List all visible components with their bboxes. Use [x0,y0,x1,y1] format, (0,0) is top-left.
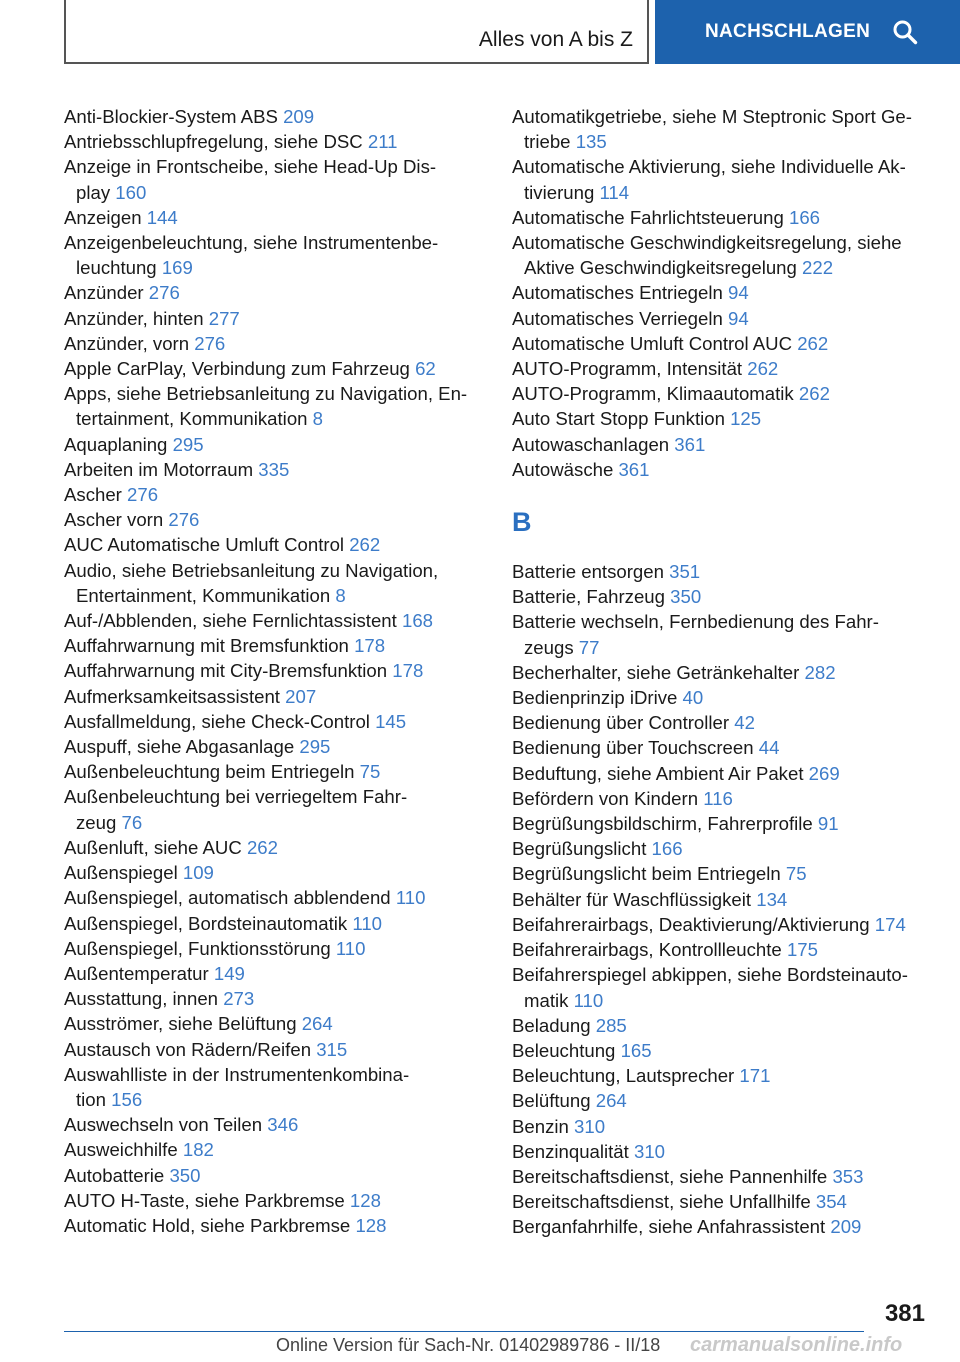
page-link[interactable]: 277 [208,307,240,329]
page-link[interactable]: 110 [395,887,426,909]
index-entry [512,761,932,786]
page-link[interactable]: 295 [172,433,204,455]
page-link[interactable]: 166 [651,838,683,860]
page-link[interactable]: 354 [815,1191,847,1213]
index-entry [512,1164,932,1189]
page-link[interactable]: 94 [728,307,749,329]
index-entry [512,1038,932,1063]
page-link[interactable]: 269 [808,762,840,784]
index-entry [64,154,484,204]
index-entry [64,1163,484,1188]
page-link[interactable]: 285 [595,1014,627,1036]
entry-text: Außenspiegel [64,862,183,884]
entry-text: Automatische Umluft Control AUC [512,332,798,354]
page-link[interactable]: 276 [168,509,200,531]
entry-text: Automatisches Verriegeln [512,307,729,329]
entry-text: tertainment, Kommunikation [76,408,313,430]
search-icon [892,19,918,45]
index-entry [64,104,484,129]
page-link[interactable]: 262 [349,534,381,556]
index-entry [512,735,932,760]
page-link[interactable]: 222 [802,257,834,279]
index-entry [512,811,932,836]
index-entry [64,684,484,709]
page-link[interactable]: 160 [115,181,147,203]
entry-text: Anzünder, hinten [64,307,209,329]
index-entry [512,280,932,305]
page-link[interactable]: 175 [786,939,818,961]
page-link[interactable]: 276 [194,332,226,354]
index-entry [512,786,932,811]
page-link[interactable]: 353 [832,1165,864,1187]
page-link[interactable]: 8 [312,408,324,430]
page-link[interactable]: 165 [620,1039,652,1061]
index-entry [64,911,484,936]
entry-text: AUTO H-Taste, siehe Parkbremse [64,1189,350,1211]
entry-text: Begrüßungslicht [512,838,652,860]
index-entry [512,559,932,584]
page-link[interactable]: 168 [401,610,434,632]
page-link[interactable]: 178 [392,660,424,682]
page-link[interactable]: 282 [804,661,836,683]
page-link[interactable]: 128 [349,1189,381,1211]
index-entry [64,558,484,608]
index-entry [512,1088,932,1113]
page-link[interactable]: 76 [121,811,143,833]
entry-text: Ascher vorn [64,509,169,531]
index-entry [512,356,932,381]
entry-text: Becherhalter, siehe Getränkehalter [512,661,805,683]
page-link[interactable]: 44 [758,737,780,759]
online-version-text: Online Version für Sach-Nr. 01402989786 - II/18 [276,1335,661,1355]
entry-text: Ausströmer, siehe Belüftung [64,1013,302,1035]
index-entry [64,860,484,885]
entry-text: Auf-/Abblenden, siehe Fernlichtassistent [64,610,402,632]
nachschlagen-button[interactable] [655,0,960,64]
entry-text: Auffahrwarnung mit Bremsfunktion [64,635,355,657]
page-link[interactable]: 75 [359,761,381,783]
index-entry [512,1189,932,1214]
entry-text: Automatische Aktivierung, siehe Individuelle Ak- [512,156,906,178]
index-entry [64,784,484,834]
entry-text: play [76,181,116,203]
index-entry [64,507,484,532]
entry-text: Apps, siehe Betriebsanleitung zu Navigation, En- [64,383,468,405]
index-entry [512,1139,932,1164]
page-link[interactable]: 262 [798,383,830,405]
page-link[interactable]: 361 [674,433,706,455]
page-link[interactable]: 276 [148,282,180,304]
entry-text: Ausfallmeldung, siehe Check-Control [64,710,376,732]
entry-text: Belüftung [512,1090,596,1112]
page-link[interactable]: 116 [703,787,733,809]
index-entry [512,406,932,431]
section-letter: B [512,507,532,538]
index-entry [64,1062,484,1112]
entry-text: tivierung [524,181,600,203]
entry-text: Außenspiegel, Bordsteinautomatik [64,912,353,934]
index-entry [64,432,484,457]
page-link[interactable]: 149 [213,962,245,984]
entry-text: Anzeigenbeleuchtung, siehe Instrumentenbe- [64,232,439,254]
index-entry [64,936,484,961]
watermark-logo: carmanualsonline.info [690,1334,903,1356]
index-entry [64,381,484,431]
index-entry [64,1213,484,1238]
entry-text: Automatikgetriebe, siehe M Steptronic Sport Ge- [512,106,912,127]
entry-text: Berganfahrhilfe, siehe Anfahrassistent [512,1216,831,1238]
entry-text: Benzin [512,1115,575,1137]
page-link[interactable]: 346 [267,1114,299,1136]
index-entry [64,532,484,557]
index-entry [64,457,484,482]
entry-text: matik [524,989,574,1011]
entry-text: Automatic Hold, siehe Parkbremse [64,1214,356,1236]
header-section-box [64,0,649,64]
index-entry [64,658,484,683]
page-link[interactable]: 109 [182,862,214,884]
page-link[interactable]: 262 [246,836,278,858]
index-entry [512,432,932,457]
entry-text: Anzünder, vorn [64,332,195,354]
entry-text: Außenspiegel, Funktionsstörung [64,937,336,959]
page-link[interactable]: 310 [633,1140,666,1162]
page-link[interactable]: 262 [747,358,779,380]
page-link[interactable]: 134 [756,888,788,910]
index-entry [512,381,932,406]
entry-text: zeugs [524,636,579,658]
entry-text: Auffahrwarnung mit City-Bremsfunktion [64,660,393,682]
page-link[interactable]: 361 [618,458,650,480]
entry-text: Anti-Blockier-System ABS [64,106,284,127]
index-entry [512,1063,932,1088]
page-link[interactable]: 8 [335,584,346,606]
entry-text: Aufmerksamkeitsassistent [64,685,286,707]
footer-divider [64,1331,864,1332]
index-entry [64,306,484,331]
entry-text: Aquaplaning [64,433,173,455]
index-entry [512,609,932,659]
index-entry [64,759,484,784]
entry-text: Bedienprinzip iDrive [512,687,683,709]
page-link[interactable]: 264 [301,1013,333,1035]
entry-text: Aktive Geschwindigkeitsregelung [524,257,803,279]
entry-text: Bereitschaftsdienst, siehe Unfallhilfe [512,1191,816,1213]
page-link[interactable]: 171 [739,1065,771,1087]
entry-text: Anzeigen [64,206,147,228]
page-link[interactable]: 110 [573,989,604,1011]
page-link[interactable]: 75 [785,863,807,885]
entry-text: Beifahrerairbags, Kontrollleuchte [512,939,787,961]
index-entry [64,482,484,507]
entry-text: triebe [524,131,576,153]
index-entry [64,280,484,305]
page-link[interactable]: 145 [375,710,407,732]
entry-text: Bereitschaftsdienst, siehe Pannenhilfe [512,1165,833,1187]
index-entry [64,885,484,910]
page-link[interactable]: 166 [788,206,821,228]
entry-text: Bedienung über Controller [512,712,735,734]
index-entry [64,129,484,154]
page-link[interactable]: 276 [127,484,159,506]
index-entry [512,660,932,685]
index-entry [512,1114,932,1139]
index-entry [512,306,932,331]
index-entry [512,887,932,912]
entry-text: Arbeiten im Motorraum [64,458,259,480]
entry-text: Beifahrerspiegel abkippen, siehe Bordsteinauto- [512,964,908,986]
page-link[interactable]: 128 [355,1214,387,1236]
page-link[interactable]: 350 [169,1164,201,1186]
index-entry [512,331,932,356]
index-entry [64,205,484,230]
page-link[interactable]: 178 [354,635,386,657]
entry-text: Begrüßungslicht beim Entriegeln [512,863,786,885]
index-entry [512,154,932,204]
page-link[interactable]: 110 [335,937,366,959]
page-link[interactable]: 350 [670,586,702,608]
entry-text: Beifahrerairbags, Deaktivierung/Aktivierung [512,913,875,935]
entry-text: zeug [76,811,122,833]
index-entry [64,835,484,860]
page-link[interactable]: 110 [352,912,383,934]
entry-text: Auswahlliste in der Instrumentenkombina- [64,1063,410,1085]
page-number: 381 [884,1300,925,1327]
index-entry [512,1214,932,1239]
entry-text: tion [76,1088,112,1110]
entry-text: Beladung [512,1014,596,1036]
index-column-right [512,104,932,1240]
page-link[interactable]: 135 [575,131,607,153]
index-entry [512,457,932,482]
entry-text: Anzeige in Frontscheibe, siehe Head-Up Dis- [64,156,437,178]
entry-text: Automatisches Entriegeln [512,282,729,304]
index-entry [64,1011,484,1036]
entry-text: Anzünder [64,282,149,304]
entry-text: Automatische Geschwindigkeitsregelung, siehe [512,232,902,254]
entry-text: AUTO-Programm, Klimaautomatik [512,383,799,405]
page-link[interactable]: 40 [682,687,704,709]
entry-text: Autowaschanlagen [512,433,675,455]
page-link[interactable]: 335 [258,458,290,480]
index-entry [512,937,932,962]
entry-text: Benzinqualität [512,1140,634,1162]
entry-text: Begrüßungsbildschirm, Fahrerprofile [512,813,818,835]
section-title: Alles von A bis Z [478,28,633,51]
entry-text: leuchtung [76,257,162,279]
index-entry [512,584,932,609]
index-entry [512,685,932,710]
entry-text: Behälter für Waschflüssigkeit [512,888,757,910]
page-link[interactable]: 211 [367,131,398,153]
index-entry [512,104,932,154]
page-link[interactable]: 174 [874,913,906,935]
entry-text: Batterie, Fahrzeug [512,586,671,608]
index-entry [64,961,484,986]
entry-text: Außenspiegel, automatisch abblendend [64,887,396,909]
entry-text: Entertainment, Kommunikation [76,584,336,606]
entry-text: AUTO-Programm, Intensität [512,358,748,380]
entry-text: AUC Automatische Umluft Control [64,534,350,556]
index-entry [64,1037,484,1062]
index-entry [64,1188,484,1213]
index-entry [64,608,484,633]
index-entry [512,861,932,886]
entry-text: Außenbeleuchtung beim Entriegeln [64,761,360,783]
index-entry [512,912,932,937]
index-entry [512,205,932,230]
page-link[interactable]: 144 [146,206,178,228]
index-entry [512,1013,932,1038]
index-entry [64,709,484,734]
entry-text: Audio, siehe Betriebsanleitung zu Navigation, [64,559,439,581]
page-link[interactable]: 91 [817,813,839,835]
index-entry [512,710,932,735]
index-entry [64,1137,484,1162]
entry-text: Auto Start Stopp Funktion [512,408,731,430]
entry-text: Ausstattung, innen [64,988,224,1010]
page-link[interactable]: 42 [734,712,755,734]
index-entry [64,986,484,1011]
entry-text: Ascher [64,484,128,506]
index-entry [512,836,932,861]
nav-label: NACHSCHLAGEN [705,21,871,42]
index-column-left [64,104,484,1238]
entry-text: Batterie wechseln, Fernbedienung des Fahr- [512,611,879,633]
page-link[interactable]: 125 [730,408,762,430]
page-link[interactable]: 315 [316,1038,348,1060]
index-entry [64,734,484,759]
entry-text: Außenbeleuchtung bei verriegeltem Fahr- [64,786,408,808]
page-link[interactable]: 77 [578,636,600,658]
index-entry [512,230,932,280]
entry-text: Austausch von Rädern/Reifen [64,1038,317,1060]
page-link[interactable]: 351 [669,561,701,583]
page-link[interactable]: 273 [223,988,255,1010]
page-link[interactable]: 182 [182,1139,214,1161]
index-entry [512,962,932,1012]
entry-text: Beduftung, siehe Ambient Air Paket [512,762,809,784]
page-link[interactable]: 169 [161,257,193,279]
entry-text: Ausweichhilfe [64,1139,183,1161]
page-link[interactable]: 156 [111,1088,143,1110]
entry-text: Außentemperatur [64,962,214,984]
entry-text: Automatische Fahrlichtsteuerung [512,206,789,228]
index-entry [64,356,484,381]
index-entry [64,1112,484,1137]
entry-text: Autobatterie [64,1164,170,1186]
index-entry [64,230,484,280]
entry-text: Batterie entsorgen [512,561,670,583]
entry-text: Auspuff, siehe Abgasanlage [64,736,300,758]
page-link[interactable]: 295 [299,736,331,758]
entry-text: Außenluft, siehe AUC [64,836,247,858]
page-link[interactable]: 209 [830,1216,862,1238]
entry-text: Beleuchtung [512,1039,621,1061]
entry-text: Bedienung über Touchscreen [512,737,759,759]
entry-text: Antriebsschlupfregelung, siehe DSC [64,131,368,153]
entry-text: Beleuchtung, Lautsprecher [512,1065,740,1087]
entry-text: Apple CarPlay, Verbindung zum Fahrzeug [64,358,416,380]
page-link[interactable]: 262 [797,332,829,354]
entry-text: Auswechseln von Teilen [64,1114,268,1136]
page-link[interactable]: 209 [283,106,315,127]
page-link[interactable]: 62 [415,358,436,380]
index-entry [64,633,484,658]
page-link[interactable]: 94 [728,282,749,304]
entry-text: Autowäsche [512,458,619,480]
page-link[interactable]: 310 [574,1115,606,1137]
index-entry [64,331,484,356]
page-link[interactable]: 114 [599,181,630,203]
page-link[interactable]: 207 [285,685,317,707]
page-link[interactable]: 264 [595,1090,627,1112]
entry-text: Befördern von Kindern [512,787,704,809]
